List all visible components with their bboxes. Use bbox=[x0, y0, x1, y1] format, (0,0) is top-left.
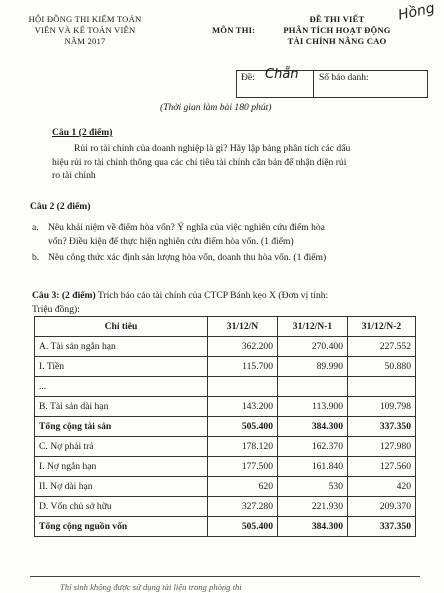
cell-value: 177.500 bbox=[208, 457, 278, 477]
table-row bbox=[35, 397, 416, 417]
cell-value bbox=[208, 377, 278, 397]
q1-body bbox=[52, 142, 422, 183]
q2-a-line: vốn? Điều kiện để thực hiện nghiên cứu điểm hòa vốn. (1 điểm) bbox=[48, 235, 294, 247]
cell-value: 109.798 bbox=[348, 397, 416, 417]
table-row bbox=[35, 497, 416, 517]
table-row bbox=[35, 437, 416, 457]
exam-title bbox=[262, 14, 412, 47]
de-value: Chẵn bbox=[265, 67, 299, 82]
q1-line: Rủi ro tài chính của doanh nghiệp là gì? Hãy lập bảng phân tích các dấu bbox=[74, 143, 351, 154]
q3-intro-text-2: Triệu đồng): bbox=[32, 303, 80, 315]
q2-item-b bbox=[32, 251, 422, 265]
header-cell: Chỉ tiêu bbox=[35, 317, 208, 337]
cell-value bbox=[348, 377, 416, 397]
q2-body bbox=[32, 221, 422, 265]
q2-b-label: b. bbox=[32, 252, 40, 263]
q2-b-line: Nêu công thức xác định sản lượng hòa vốn, doanh thu hòa vốn. (1 điểm) bbox=[48, 252, 327, 263]
council-line-1: HỘI ĐỒNG THI KIỂM TOÁN bbox=[28, 14, 142, 24]
cell-value: 337.350 bbox=[348, 417, 416, 437]
sbd-label: Số báo danh: bbox=[319, 73, 369, 83]
handwritten-signature: Hồng bbox=[396, 0, 437, 24]
cell-value: 113.900 bbox=[278, 397, 348, 417]
financial-table bbox=[34, 316, 416, 537]
q3-title: Câu 3: (2 điểm) bbox=[32, 290, 96, 301]
cell-value: 420 bbox=[348, 477, 416, 497]
row-label: I. Tiền bbox=[35, 357, 208, 377]
council-header bbox=[10, 14, 160, 47]
footer-note: Thí sinh không được sử dụng tài liệu trong phòng thi bbox=[60, 582, 242, 592]
cell-value: 227.552 bbox=[348, 337, 416, 357]
cell-value: 162.370 bbox=[278, 437, 348, 457]
q2-title: Câu 2 (2 điểm) bbox=[30, 201, 91, 212]
cell-value bbox=[278, 377, 348, 397]
cell-value: 327.280 bbox=[208, 497, 278, 517]
row-label: ... bbox=[35, 377, 208, 397]
cell-value: 384.300 bbox=[278, 417, 348, 437]
row-label: C. Nợ phải trả bbox=[35, 437, 208, 457]
cell-value: 505.400 bbox=[208, 417, 278, 437]
cell-value: 89.990 bbox=[278, 357, 348, 377]
cell-value: 270.400 bbox=[278, 337, 348, 357]
row-label: Tổng cộng nguồn vốn bbox=[35, 517, 208, 537]
council-line-2: VIÊN VÀ KẾ TOÁN VIÊN bbox=[34, 25, 136, 35]
cell-value: 50.880 bbox=[348, 357, 416, 377]
q3-intro-text: Trích báo cáo tài chính của CTCP Bánh kẹo X (Đơn vị tính: bbox=[95, 290, 329, 301]
table-row bbox=[35, 377, 416, 397]
cell-value: 209.370 bbox=[348, 497, 416, 517]
table-row bbox=[35, 357, 416, 377]
q1-title: Câu 1 (2 điểm) bbox=[52, 127, 113, 138]
row-label: A. Tài sản ngắn hạn bbox=[35, 337, 208, 357]
table-header-row bbox=[35, 317, 416, 337]
q2-item-a bbox=[32, 221, 422, 248]
header-cell: 31/12/N-1 bbox=[278, 317, 348, 337]
header-cell: 31/12/N bbox=[208, 317, 278, 337]
cell-value: 337.350 bbox=[348, 517, 416, 537]
q1-line: ro tài chính bbox=[52, 170, 96, 181]
cell-value: 620 bbox=[208, 477, 278, 497]
row-label: D. Vốn chủ sở hữu bbox=[35, 497, 208, 517]
cell-value: 505.400 bbox=[208, 517, 278, 537]
cell-value: 221.930 bbox=[278, 497, 348, 517]
cell-value: 178.120 bbox=[208, 437, 278, 457]
cell-value: 384.300 bbox=[278, 517, 348, 537]
header-cell: 31/12/N-2 bbox=[348, 317, 416, 337]
time-note: (Thời gian làm bài 180 phút) bbox=[160, 102, 272, 113]
q3-intro bbox=[32, 289, 422, 316]
row-label: I. Nợ ngắn hạn bbox=[35, 457, 208, 477]
exam-line-2: PHÂN TÍCH HOẠT ĐỘNG bbox=[283, 25, 391, 35]
subject-label: MÔN THI: bbox=[212, 25, 256, 35]
table-row bbox=[35, 337, 416, 357]
box-divider bbox=[313, 71, 314, 97]
row-label: B. Tài sản dài hạn bbox=[35, 397, 208, 417]
exam-line-1: ĐỀ THI VIẾT bbox=[309, 14, 365, 24]
cell-value: 362.200 bbox=[208, 337, 278, 357]
cell-value: 127.980 bbox=[348, 437, 416, 457]
cell-value: 127.560 bbox=[348, 457, 416, 477]
footer-divider bbox=[30, 576, 420, 577]
row-label: II. Nợ dài hạn bbox=[35, 477, 208, 497]
table-row-total bbox=[35, 417, 416, 437]
exam-code-box bbox=[236, 67, 428, 98]
cell-value: 115.700 bbox=[208, 357, 278, 377]
table-row-total bbox=[35, 517, 416, 537]
cell-value: 530 bbox=[278, 477, 348, 497]
q2-a-label: a. bbox=[32, 222, 39, 233]
row-label: Tổng cộng tài sản bbox=[35, 417, 208, 437]
table-row bbox=[35, 457, 416, 477]
cell-value: 161.840 bbox=[278, 457, 348, 477]
de-label: Đề: bbox=[241, 73, 255, 83]
table-row bbox=[35, 477, 416, 497]
q1-line: hiệu rủi ro tài chính thông qua các chỉ tiêu tài chính căn bản để nhận diện rủi bbox=[52, 156, 347, 168]
cell-value: 143.200 bbox=[208, 397, 278, 417]
council-line-3: NĂM 2017 bbox=[64, 36, 106, 46]
exam-line-3: TÀI CHÍNH NÂNG CAO bbox=[287, 36, 387, 46]
q2-a-line: Nêu khái niệm về điểm hòa vốn? Ý nghĩa của việc nghiên cứu điểm hòa bbox=[48, 222, 325, 233]
